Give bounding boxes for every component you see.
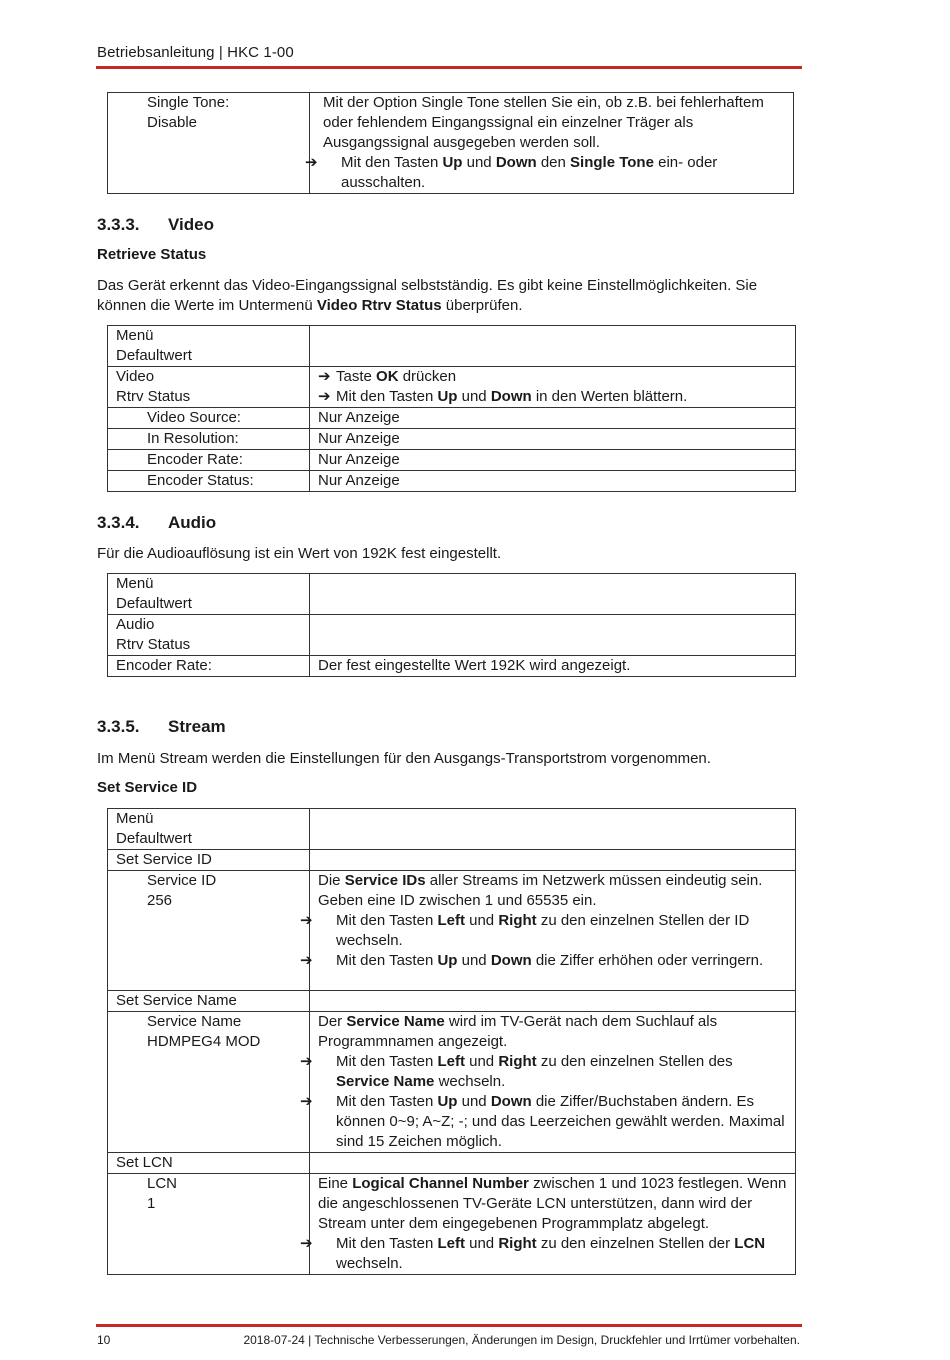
table-row-label: Encoder Rate:: [108, 656, 310, 677]
stream-intro: Im Menü Stream werden die Einstellungen für den Ausgangs-Transportstrom vorgenommen.: [97, 750, 711, 767]
service-name-group: Set Service Name: [108, 991, 310, 1012]
video-header-empty: [310, 326, 796, 367]
arrow-icon: ➔: [318, 368, 331, 385]
empty-cell: [310, 1153, 796, 1174]
video-intro: Das Gerät erkennt das Video-Eingangssignal selbstständig. Es gibt keine Einstellmöglichkeiten. Sie können die Werte im Untermenü Video Rtrv Status überprüfen.: [97, 277, 758, 314]
video-menu-header: Menü Defaultwert: [108, 326, 310, 367]
service-name-desc: Der Service Name wird im TV-Gerät nach dem Suchlauf als Programmnamen angezeigt.: [318, 1013, 718, 1050]
video-step-updown: ➔ Mit den Tasten Up und Down in den Werten blättern.: [318, 388, 688, 405]
service-id-value: 256: [147, 892, 173, 909]
arrow-icon: ➔: [318, 388, 331, 405]
header-rule: [96, 66, 802, 69]
empty-cell: [310, 850, 796, 871]
audio-group-empty: [310, 615, 796, 656]
service-name-step-updown: ➔ Mit den Tasten Up und Down die Ziffer/Buchstaben ändern. Es können 0~9; A~Z; -; und das Leerzeichen gewählt werden. Maximal sind 15 Zeichen möglich.: [300, 1093, 785, 1150]
table-row-label: Encoder Rate:: [108, 450, 310, 471]
footer-rule: [96, 1324, 802, 1327]
section-heading-audio: 3.3.4. Audio: [97, 513, 217, 532]
video-table: [107, 325, 796, 492]
video-group-cell: Video Rtrv Status: [108, 367, 310, 408]
single-tone-menu-cell: [108, 93, 310, 194]
service-id-label: Service ID: [147, 872, 217, 889]
service-name-label: Service Name: [147, 1013, 242, 1030]
empty-cell: [310, 991, 796, 1012]
arrow-icon: ➔: [300, 1235, 313, 1252]
table-row-label: Video Source:: [108, 408, 310, 429]
stream-menu-header: Menü Defaultwert: [108, 809, 310, 850]
arrow-icon: ➔: [300, 1093, 313, 1110]
service-id-desc: Die Service IDs aller Streams im Netzwerk müssen eindeutig sein. Geben eine ID zwischen 1 und 65535 ein.: [318, 872, 763, 909]
subheading-set-service-id: Set Service ID: [97, 779, 198, 796]
audio-header-empty: [310, 574, 796, 615]
lcn-value: 1: [147, 1195, 156, 1212]
lcn-step-leftright: ➔ Mit den Tasten Left und Right zu den einzelnen Stellen der LCN wechseln.: [300, 1235, 766, 1272]
single-tone-desc: Mit der Option Single Tone stellen Sie ein, ob z.B. bei fehlerhaftem oder fehlendem Eingangssignal ein einzelner Träger als Ausgangssignal ausgegeben werden soll.: [323, 94, 764, 151]
service-id-group: Set Service ID: [108, 850, 310, 871]
lcn-label: LCN: [147, 1175, 178, 1192]
section-heading-video: 3.3.3. Video: [97, 215, 214, 234]
single-tone-label: Single Tone:: [147, 94, 230, 111]
lcn-cell: [108, 1174, 310, 1275]
arrow-icon: ➔: [305, 154, 318, 171]
video-steps-cell: [310, 367, 796, 408]
single-tone-table: [107, 92, 794, 194]
video-step-ok: ➔ Taste OK drücken: [318, 368, 457, 385]
service-name-desc-cell: [300, 1012, 796, 1153]
page-number: 10: [97, 1333, 111, 1347]
document-header: Betriebsanleitung | HKC 1-00: [97, 44, 294, 61]
footer-note: 2018-07-24 | Technische Verbesserungen, Änderungen im Design, Druckfehler und Irrtümer vorbehalten.: [243, 1333, 800, 1347]
table-row-value: Der fest eingestellte Wert 192K wird angezeigt.: [310, 656, 796, 677]
service-id-desc-cell: [300, 871, 796, 991]
table-row-label: In Resolution:: [108, 429, 310, 450]
lcn-desc: Eine Logical Channel Number zwischen 1 und 1023 festlegen. Wenn die angeschlossenen TV-Geräte LCN unterstützen, dann wird der Stream unter dem eingegebenen Programmplatz abgelegt.: [318, 1175, 787, 1232]
audio-table: [107, 573, 796, 677]
service-name-value: HDMPEG4 MOD: [147, 1033, 261, 1050]
arrow-icon: ➔: [300, 952, 313, 969]
table-row-value: Nur Anzeige: [310, 408, 796, 429]
audio-intro: Für die Audioauflösung ist ein Wert von 192K fest eingestellt.: [97, 545, 502, 562]
stream-header-empty: [310, 809, 796, 850]
subheading-retrieve-status: Retrieve Status: [97, 246, 207, 263]
service-id-cell: [108, 871, 310, 991]
audio-menu-header: Menü Defaultwert: [108, 574, 310, 615]
table-row-value: Nur Anzeige: [310, 450, 796, 471]
service-id-step-leftright: ➔ Mit den Tasten Left und Right zu den einzelnen Stellen der ID wechseln.: [300, 912, 750, 949]
single-tone-step: ➔ Mit den Tasten Up und Down den Single Tone ein- oder ausschalten.: [305, 154, 718, 191]
table-row-value: Nur Anzeige: [310, 429, 796, 450]
single-tone-desc-cell: [305, 93, 794, 194]
section-heading-stream: 3.3.5. Stream: [97, 717, 226, 736]
single-tone-value: Disable: [147, 114, 198, 131]
service-name-step-leftright: ➔ Mit den Tasten Left und Right zu den einzelnen Stellen des Service Name wechseln.: [300, 1053, 733, 1090]
table-row-value: Nur Anzeige: [310, 471, 796, 492]
lcn-desc-cell: [300, 1174, 796, 1275]
service-id-step-updown: ➔ Mit den Tasten Up und Down die Ziffer erhöhen oder verringern.: [300, 952, 764, 969]
audio-group-cell: Audio Rtrv Status: [108, 615, 310, 656]
arrow-icon: ➔: [300, 1053, 313, 1070]
service-name-cell: [108, 1012, 310, 1153]
table-row-label: Encoder Status:: [108, 471, 310, 492]
lcn-group: Set LCN: [108, 1153, 310, 1174]
stream-table: [107, 808, 796, 1275]
arrow-icon: ➔: [300, 912, 313, 929]
